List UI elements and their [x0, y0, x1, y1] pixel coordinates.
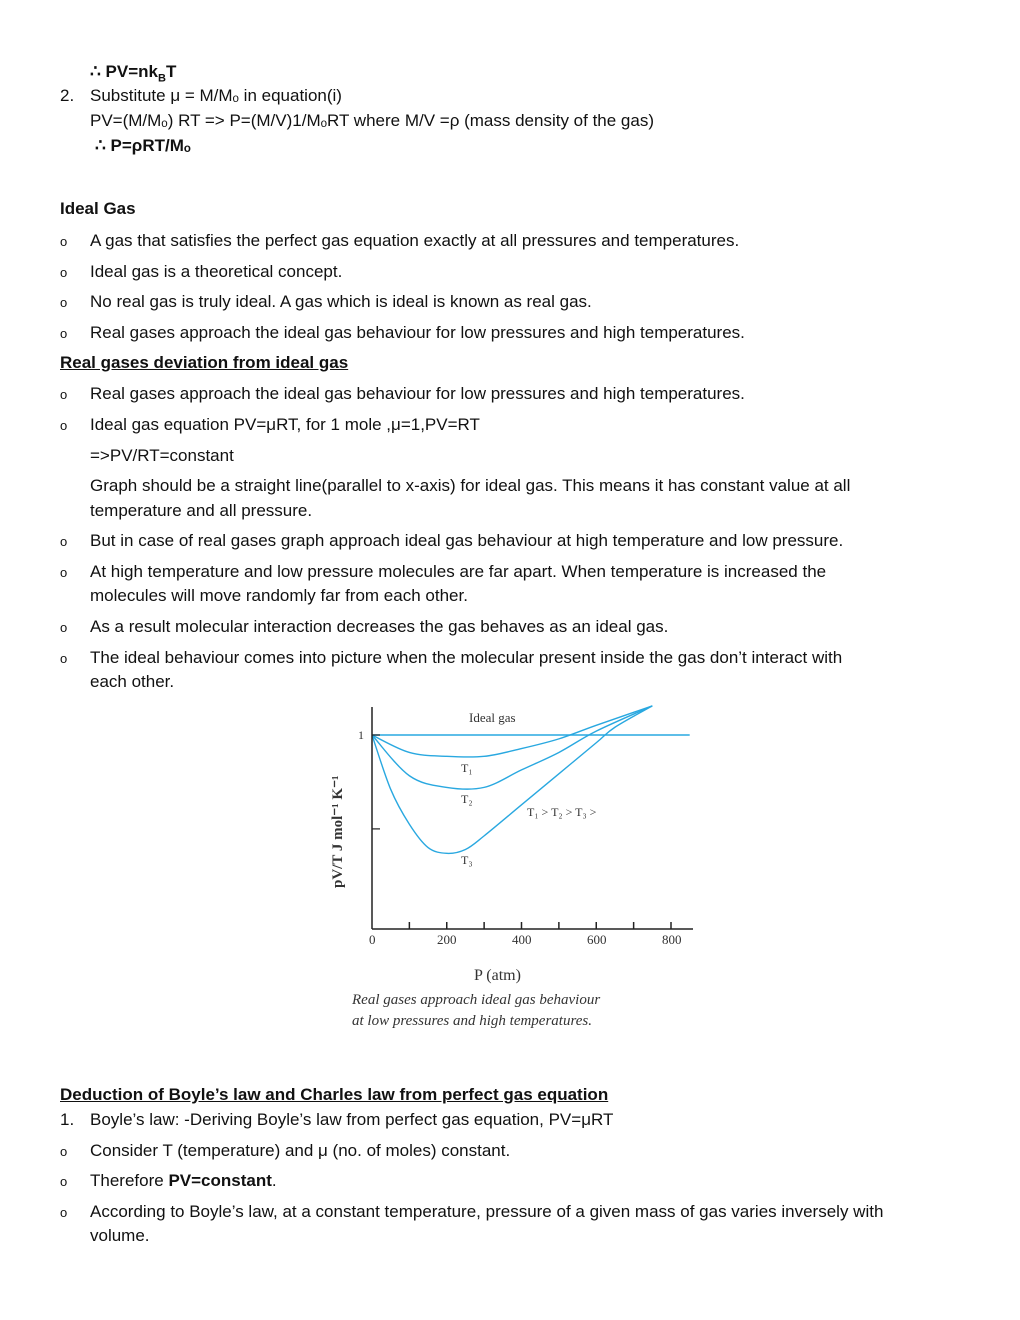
x-tick-label: 0 — [369, 932, 376, 947]
text-line: Substitute μ = M/Mₒ in equation(i) — [90, 86, 342, 105]
bullet-icon: o — [60, 295, 68, 310]
text-line: volume. — [90, 1226, 150, 1245]
text-line: PV=(M/Mₒ) RT => P=(M/V)1/MₒRT where M/V =ρ (mass density of the gas) — [90, 111, 655, 130]
t3-label: T₃ — [461, 853, 473, 867]
list-item: But in case of real gases graph approach ideal gas behaviour at high temperature and low pressure. — [90, 531, 844, 550]
list-item: Real gases approach the ideal gas behaviour for low pressures and high temperatures. — [90, 384, 745, 403]
text-line: molecules will move randomly far from each other. — [90, 586, 468, 605]
bullet-icon: o — [60, 234, 68, 249]
list-item: According to Boyle’s law, at a constant temperature, pressure of a given mass of gas varies inversely with — [90, 1202, 884, 1221]
y-tick-label: 1 — [358, 728, 364, 742]
list-item: As a result molecular interaction decreases the gas behaves as an ideal gas. — [90, 617, 669, 636]
equation-pv-nkbt: ∴ $PV=nk_BT$ — [90, 62, 177, 85]
bullet-icon: o — [60, 387, 68, 402]
equation-density: ∴ P=ρRT/Mₒ — [95, 136, 191, 155]
bullet-icon: o — [60, 620, 68, 635]
y-axis-label: pV/T J mol⁻¹ K⁻¹ — [330, 775, 346, 888]
bullet-icon: o — [60, 1174, 68, 1189]
list-item: The ideal behaviour comes into picture when the molecular present inside the gas don’t interact with — [90, 648, 843, 667]
list-item: Ideal gas equation PV=μRT, for 1 mole ,μ=1,PV=RT — [90, 415, 480, 434]
list-item: A gas that satisfies the perfect gas equation exactly at all pressures and temperatures. — [90, 231, 740, 250]
list-item: Consider T (temperature) and μ (no. of moles) constant. — [90, 1141, 511, 1160]
list-number: 2. — [60, 86, 75, 105]
x-tick-label: 600 — [587, 932, 607, 947]
ideal-gas-label: Ideal gas — [469, 710, 516, 725]
list-item: Real gases approach the ideal gas behaviour for low pressures and high temperatures. — [90, 323, 745, 342]
bullet-icon: o — [60, 418, 68, 433]
section-heading-deduction: Deduction of Boyle’s law and Charles law from perfect gas equation — [60, 1085, 609, 1104]
text-line: temperature and all pressure. — [90, 501, 313, 520]
chart-caption: at low pressures and high temperatures. — [352, 1013, 592, 1029]
x-tick-label: 400 — [512, 932, 532, 947]
list-item: No real gas is truly ideal. A gas which is ideal is known as real gas. — [90, 292, 592, 311]
bullet-icon: o — [60, 1144, 68, 1159]
list-number: 1. — [60, 1110, 75, 1129]
temperature-order-annotation: T₁ > T₂ > T₃ > — [527, 805, 597, 819]
bullet-icon: o — [60, 534, 68, 549]
bullet-icon: o — [60, 565, 68, 580]
bullet-icon: o — [60, 1205, 68, 1220]
list-item: Boyle’s law: -Deriving Boyle’s law from perfect gas equation, PV=μRT — [90, 1110, 614, 1129]
t2-label: T₂ — [461, 792, 473, 806]
x-tick-label: 800 — [662, 932, 682, 947]
list-item: Ideal gas is a theoretical concept. — [90, 262, 343, 281]
text-line: each other. — [90, 672, 175, 691]
t1-label: T₁ — [461, 761, 473, 775]
list-item: Therefore PV=constant. — [90, 1171, 277, 1190]
list-item: At high temperature and low pressure molecules are far apart. When temperature is increased the — [90, 562, 827, 581]
section-heading-ideal-gas: Ideal Gas — [60, 199, 136, 218]
text-line: Graph should be a straight line(parallel to x-axis) for ideal gas. This means it has constant value at all — [90, 476, 851, 495]
chart-caption: Real gases approach ideal gas behaviour — [352, 992, 601, 1008]
text-line: =>PV/RT=constant — [90, 446, 234, 465]
x-tick-label: 200 — [437, 932, 457, 947]
bullet-icon: o — [60, 265, 68, 280]
section-heading-deviation: Real gases deviation from ideal gas — [60, 353, 349, 372]
bullet-icon: o — [60, 326, 68, 341]
bullet-icon: o — [60, 651, 68, 666]
x-axis-label: P (atm) — [474, 967, 521, 984]
series-t3 — [372, 706, 652, 853]
